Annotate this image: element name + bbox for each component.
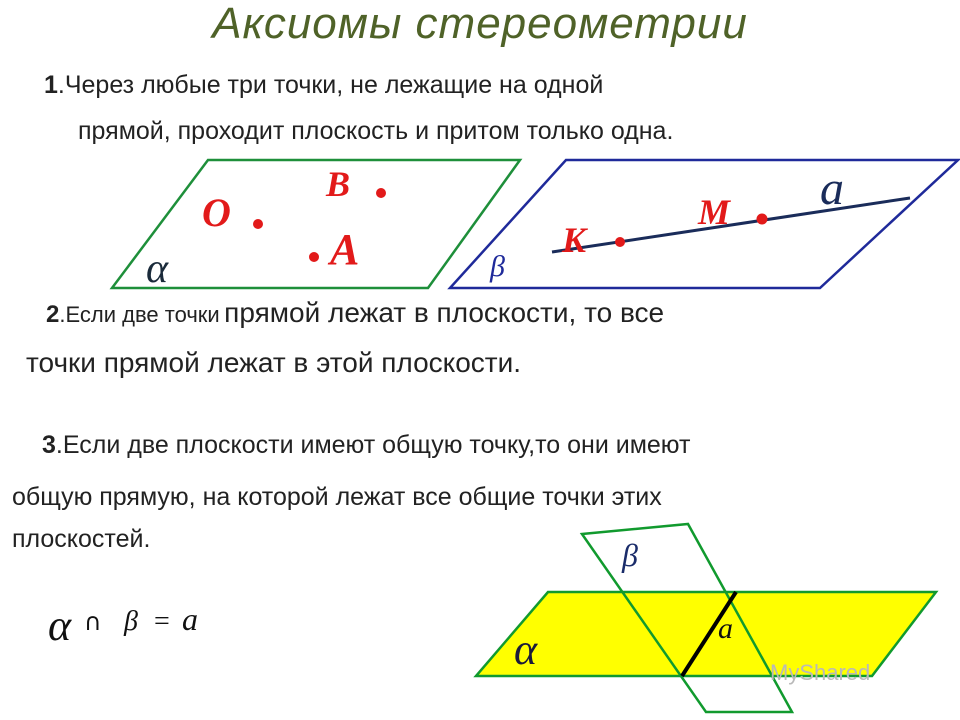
formula-line: a	[182, 601, 198, 637]
axiom-1-text-1: .Через любые три точки, не лежащие на одной	[57, 71, 604, 99]
plane-alpha-1	[112, 160, 520, 288]
axiom-1-number: 1	[44, 71, 58, 99]
axiom-2-text-large: прямой лежат в плоскости, то все	[224, 297, 665, 328]
point-k	[615, 237, 625, 247]
plane-beta-label-3: β	[622, 537, 638, 573]
axiom-3-number: 3	[42, 431, 56, 459]
point-a	[309, 252, 319, 262]
axiom-3-text-1: .Если две плоскости имеют общую точку,то они имеют	[55, 431, 691, 459]
point-m-label: M	[698, 192, 731, 232]
page-title: Аксиомы стереометрии	[212, 0, 748, 48]
point-m	[757, 214, 768, 225]
plane-alpha-label-1: α	[146, 246, 169, 292]
axiom-2-line-2: точки прямой лежат в этой плоскости.	[26, 347, 522, 378]
figure-1	[112, 160, 520, 292]
intersection-formula	[48, 601, 198, 650]
axiom-1-line-2: прямой, проходит плоскость и притом только одна.	[78, 117, 674, 145]
axiom-3-line-3: плоскостей.	[12, 525, 151, 553]
axiom-2-line-1	[46, 296, 664, 335]
line-a-label: a	[820, 162, 844, 215]
axiom-2-text-small: .Если две точки	[59, 302, 220, 327]
point-a-label: A	[330, 225, 360, 274]
formula-alpha: α	[48, 601, 72, 650]
plane-alpha-label-3: α	[514, 625, 538, 674]
point-k-label: K	[562, 220, 587, 260]
watermark: MyShared	[770, 660, 871, 685]
figure-2	[450, 160, 958, 288]
point-b	[376, 188, 386, 198]
plane-beta-label-1: β	[490, 250, 505, 283]
intersection-line-label: a	[718, 612, 733, 645]
axiom-2-number: 2	[46, 301, 60, 328]
line-a	[552, 198, 910, 252]
formula-beta: β	[124, 606, 138, 637]
point-b-label: B	[326, 164, 351, 204]
formula-cap: ∩	[84, 608, 102, 636]
formula-equals: =	[154, 606, 170, 637]
axiom-3-line-2: общую прямую, на которой лежат все общие точки этих	[12, 483, 662, 511]
point-o	[253, 219, 263, 229]
axiom-3-line-1	[42, 430, 690, 460]
point-o-label: O	[202, 190, 231, 235]
